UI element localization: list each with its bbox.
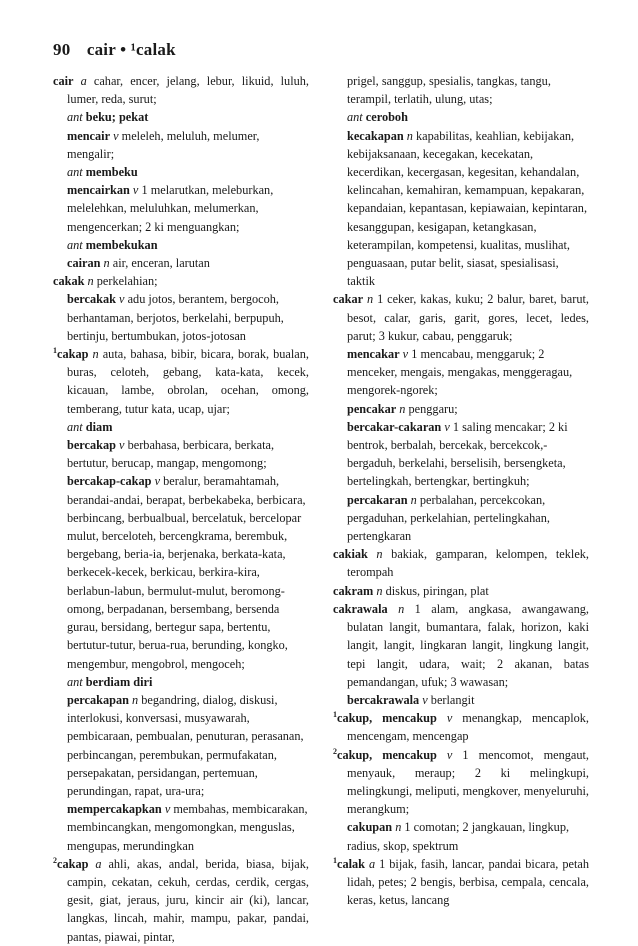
- definition: diskus, piringan, plat: [382, 583, 489, 598]
- headword: mencair: [67, 128, 111, 143]
- sub-entry: [53, 418, 309, 436]
- headword: bercakap: [67, 438, 116, 453]
- headword: cakak: [53, 274, 85, 289]
- definition: membahas, membicarakan, membincangkan, mengomongkan, menguslas, mengupas, merundingkan: [67, 802, 308, 853]
- definition: bakiak, gamparan, kelompen, teklek, terompah: [347, 547, 589, 580]
- definition: 1 mencabau, menggaruk; 2 menceker, mengais, mengakas, menggeragau, mengorek-ngorek;: [347, 347, 573, 398]
- antonym-label: ant: [67, 110, 86, 125]
- definition: begandring, dialog, diskusi, interlokusi, konversasi, musyawarah, pembicaraan, pembualan, penuturan, perasanan, perbincangan, perembukan, permufakatan, persepakatan, persidangan, pertemuan, perundingan, rapat, ura-ura;: [67, 692, 304, 798]
- headword: cakap: [57, 856, 89, 871]
- headword: mencakar: [347, 347, 400, 362]
- definition: air, enceran, larutan: [109, 256, 210, 271]
- part-of-speech: n: [363, 292, 374, 307]
- definition: 1 comotan; 2 jangkauan, lingkup, radius, skop, spektrum: [347, 820, 570, 853]
- definition: adu jotos, berantem, bergocoh, berhantaman, berjotos, berkelahi, berpupuh, bertinju, bertumbukan, jotos-jotosan: [67, 292, 284, 343]
- part-of-speech: v: [161, 802, 171, 817]
- sub-entry: [53, 108, 309, 126]
- headword: mencairkan: [67, 183, 130, 198]
- part-of-speech: n: [407, 492, 417, 507]
- part-of-speech: v: [115, 292, 125, 307]
- running-header: [53, 40, 176, 60]
- part-of-speech: v: [399, 347, 409, 362]
- left-column: [53, 72, 309, 946]
- homonym-number: 1: [333, 710, 337, 720]
- sub-entry: [333, 418, 589, 491]
- headword: cakap: [57, 347, 89, 362]
- part-of-speech: n: [392, 820, 402, 835]
- dictionary-entry: [333, 582, 589, 600]
- definition: berlangit: [427, 692, 475, 707]
- headword: cakiak: [333, 547, 368, 562]
- antonym-word: membeku: [85, 165, 138, 180]
- antonym-word: membekukan: [85, 237, 158, 252]
- part-of-speech: n: [84, 274, 94, 289]
- part-of-speech: a: [73, 74, 87, 88]
- dictionary-entry: [333, 72, 589, 108]
- part-of-speech: n: [128, 692, 139, 707]
- sub-entry: [53, 127, 309, 163]
- sub-entry: [53, 673, 309, 691]
- definition: ahli, akas, andal, berida, biasa, bijak, campin, cekatan, cekuh, cerdas, cerdik, cergas, gesit, giat, jeraus, juru, kincir air (ki), lancar, langkas, lincah, mahir, mampu, pakar, pandai, pantas, piawai, pintar,: [67, 856, 309, 944]
- part-of-speech: v: [436, 711, 453, 726]
- part-of-speech: v: [441, 419, 450, 434]
- headword: mempercakapkan: [67, 802, 162, 817]
- sub-entry: [53, 436, 309, 472]
- dictionary-entry: [53, 72, 309, 108]
- headword: cairan: [67, 256, 101, 271]
- headword: cakrawala: [333, 601, 388, 616]
- headword: percakapan: [67, 692, 129, 707]
- sub-entry: [333, 400, 589, 418]
- definition: 1 saling mencakar; 2 ki bentrok, berbalah, bercekak, bercekcok,-bergaduh, berkelahi, berselisih, bersengketa, bertelingkah, bertengkar, bertingkuh;: [347, 419, 568, 489]
- part-of-speech: n: [396, 401, 406, 416]
- guide-words: cair • ¹calak: [86, 40, 176, 59]
- dictionary-entry: [333, 855, 589, 910]
- dictionary-entry: [333, 545, 589, 581]
- dictionary-entry: [53, 855, 309, 946]
- definition: meleleh, meluluh, melumer, mengalir;: [67, 128, 260, 161]
- part-of-speech: n: [387, 601, 405, 616]
- part-of-speech: v: [419, 692, 428, 707]
- definition: prigel, sanggup, spesialis, tangkas, tangu, terampil, terlatih, ulung, utas;: [347, 74, 551, 107]
- antonym-word: beku; pekat: [85, 110, 149, 125]
- dictionary-entry: [333, 709, 589, 745]
- part-of-speech: a: [365, 856, 376, 871]
- part-of-speech: v: [436, 747, 453, 762]
- part-of-speech: v: [151, 474, 161, 489]
- headword: bercakap-cakap: [67, 474, 152, 489]
- sub-entry: [333, 345, 589, 400]
- homonym-number: 1: [333, 855, 337, 865]
- headword: kecakapan: [347, 128, 404, 143]
- antonym-label: ant: [67, 419, 86, 434]
- headword: cakupan: [347, 820, 393, 835]
- headword: cakup, mencakup: [337, 711, 437, 726]
- headword: cakram: [333, 583, 374, 598]
- sub-entry: [53, 254, 309, 272]
- dictionary-entry: [53, 272, 309, 290]
- sub-entry: [53, 236, 309, 254]
- antonym-word: ceroboh: [365, 110, 408, 125]
- homonym-number: 2: [333, 746, 337, 756]
- definition: kapabilitas, keahlian, kebijakan, kebijaksanaan, kecegakan, kecekatan, kecerdikan, kecergasan, kegesitan, kehandalan, kelincahan, kemahiran, kemampuan, kepakaran, kepandaian, kepantasan, kepiawaian, kepintaran, kesanggupan, kesigapan, ketangkasan, keterampilan, kompetensi, kualitas, muslihat, penguasaan, putar belit, siasat, spesialisasi, taktik: [347, 128, 588, 289]
- part-of-speech: n: [373, 583, 383, 598]
- antonym-word: diam: [85, 419, 113, 434]
- part-of-speech: n: [88, 347, 99, 362]
- definition: 1 bijak, fasih, lancar, pandai bicara, petah lidah, petes; 2 bengis, berbisa, cempala, cencala, keras, ketus, lancang: [347, 856, 589, 908]
- headword: bercakar-cakaran: [347, 419, 442, 434]
- homonym-number: 2: [53, 855, 57, 865]
- dictionary-entry: [53, 345, 309, 418]
- sub-entry: [333, 491, 589, 546]
- sub-entry: [333, 108, 589, 126]
- headword: bercakak: [67, 292, 116, 307]
- antonym-label: ant: [67, 674, 86, 689]
- headword: percakaran: [347, 492, 408, 507]
- dictionary-entry: [333, 600, 589, 691]
- definition: perkelahian;: [93, 274, 158, 289]
- part-of-speech: n: [100, 256, 110, 271]
- right-column: [333, 72, 589, 909]
- sub-entry: [53, 163, 309, 181]
- antonym-label: ant: [67, 165, 86, 180]
- headword: bercakrawala: [347, 692, 420, 707]
- sub-entry: [53, 181, 309, 236]
- antonym-word: berdiam diri: [85, 674, 153, 689]
- definition: 1 ceker, kakas, kuku; 2 balur, baret, barut, besot, calar, garis, garit, gores, lecet, ledes, parut; 3 kukur, cabau, penggaruk;: [347, 292, 589, 343]
- definition: 1 alam, angkasa, awangawang, bulatan langit, bumantara, falak, horizon, kaki langit, langit, lingkaran langit, lingkung langit, tepi langit, udara, wait; 2 akanan, batas pemandangan, ufuk; 3 wawasan;: [347, 601, 589, 689]
- definition: perbalahan, percekcokan, pergaduhan, perkelahian, pertelingkahan, pertengkaran: [347, 492, 550, 544]
- dictionary-entry: [333, 746, 589, 819]
- sub-entry: [53, 472, 309, 672]
- definition: auta, bahasa, bibir, bicara, borak, bualan, buras, celoteh, gebang, kata-kata, kecek, kicauan, lambe, obrolan, ocehan, omong, temberang, tutur kata, ucap, ujar;: [67, 347, 309, 416]
- sub-entry: [333, 691, 589, 709]
- antonym-label: ant: [347, 110, 366, 125]
- definition: 1 mencomot, mengaut, menyauk, meraup; 2 ki melingkupi, melingkungi, meliputi, mengkover, menyeluruhi, merangkum;: [347, 747, 589, 817]
- definition: penggaru;: [405, 401, 458, 416]
- part-of-speech: v: [129, 183, 139, 198]
- definition: menangkap, mencaplok, mencengam, mencengap: [347, 711, 589, 744]
- headword: cakar: [333, 292, 364, 307]
- page-number: 90: [53, 40, 71, 59]
- definition: berbahasa, berbicara, berkata, bertutur, berucap, mangap, mengomong;: [67, 438, 275, 471]
- homonym-number: 1: [53, 346, 57, 356]
- part-of-speech: v: [110, 128, 119, 143]
- part-of-speech: v: [115, 438, 125, 453]
- definition: beralur, beramahtamah, berandai-andai, berapat, berbekabeka, berbicara, berbincang, berbualbual, bercelatuk, bercelopar mulut, berceloteh, bercengkrama, berembuk, bergebang, beria-ia, berjenaka, berkata-kata, berkecek-kecek, berkicau, berkira-kira, berlabun-labun, bermulut-mulut, beromong-omong, berpadanan, bersembang, bersenda gurau, bersidang, bertegur sapa, bertentu, bertutur-tutur, berua-rua, berunding, kongko, mengembur, mengobrol, mengoceh;: [67, 474, 306, 671]
- headword: cair: [53, 74, 74, 88]
- sub-entry: [333, 818, 589, 854]
- sub-entry: [333, 127, 589, 291]
- definition: 1 melarutkan, meleburkan, melelehkan, meluluhkan, melumerkan, mengencerkan; 2 ki menguangkan;: [67, 183, 274, 234]
- sub-entry: [53, 691, 309, 800]
- antonym-label: ant: [67, 237, 86, 252]
- part-of-speech: a: [88, 856, 102, 871]
- headword: calak: [337, 856, 366, 871]
- dictionary-entry: [333, 290, 589, 345]
- part-of-speech: n: [403, 128, 413, 143]
- sub-entry: [53, 800, 309, 855]
- headword: cakup, mencakup: [337, 747, 437, 762]
- sub-entry: [53, 290, 309, 345]
- part-of-speech: n: [367, 547, 383, 562]
- headword: pencakar: [347, 401, 397, 416]
- definition: cahar, encer, jelang, lebur, likuid, luluh, lumer, reda, surut;: [67, 74, 309, 107]
